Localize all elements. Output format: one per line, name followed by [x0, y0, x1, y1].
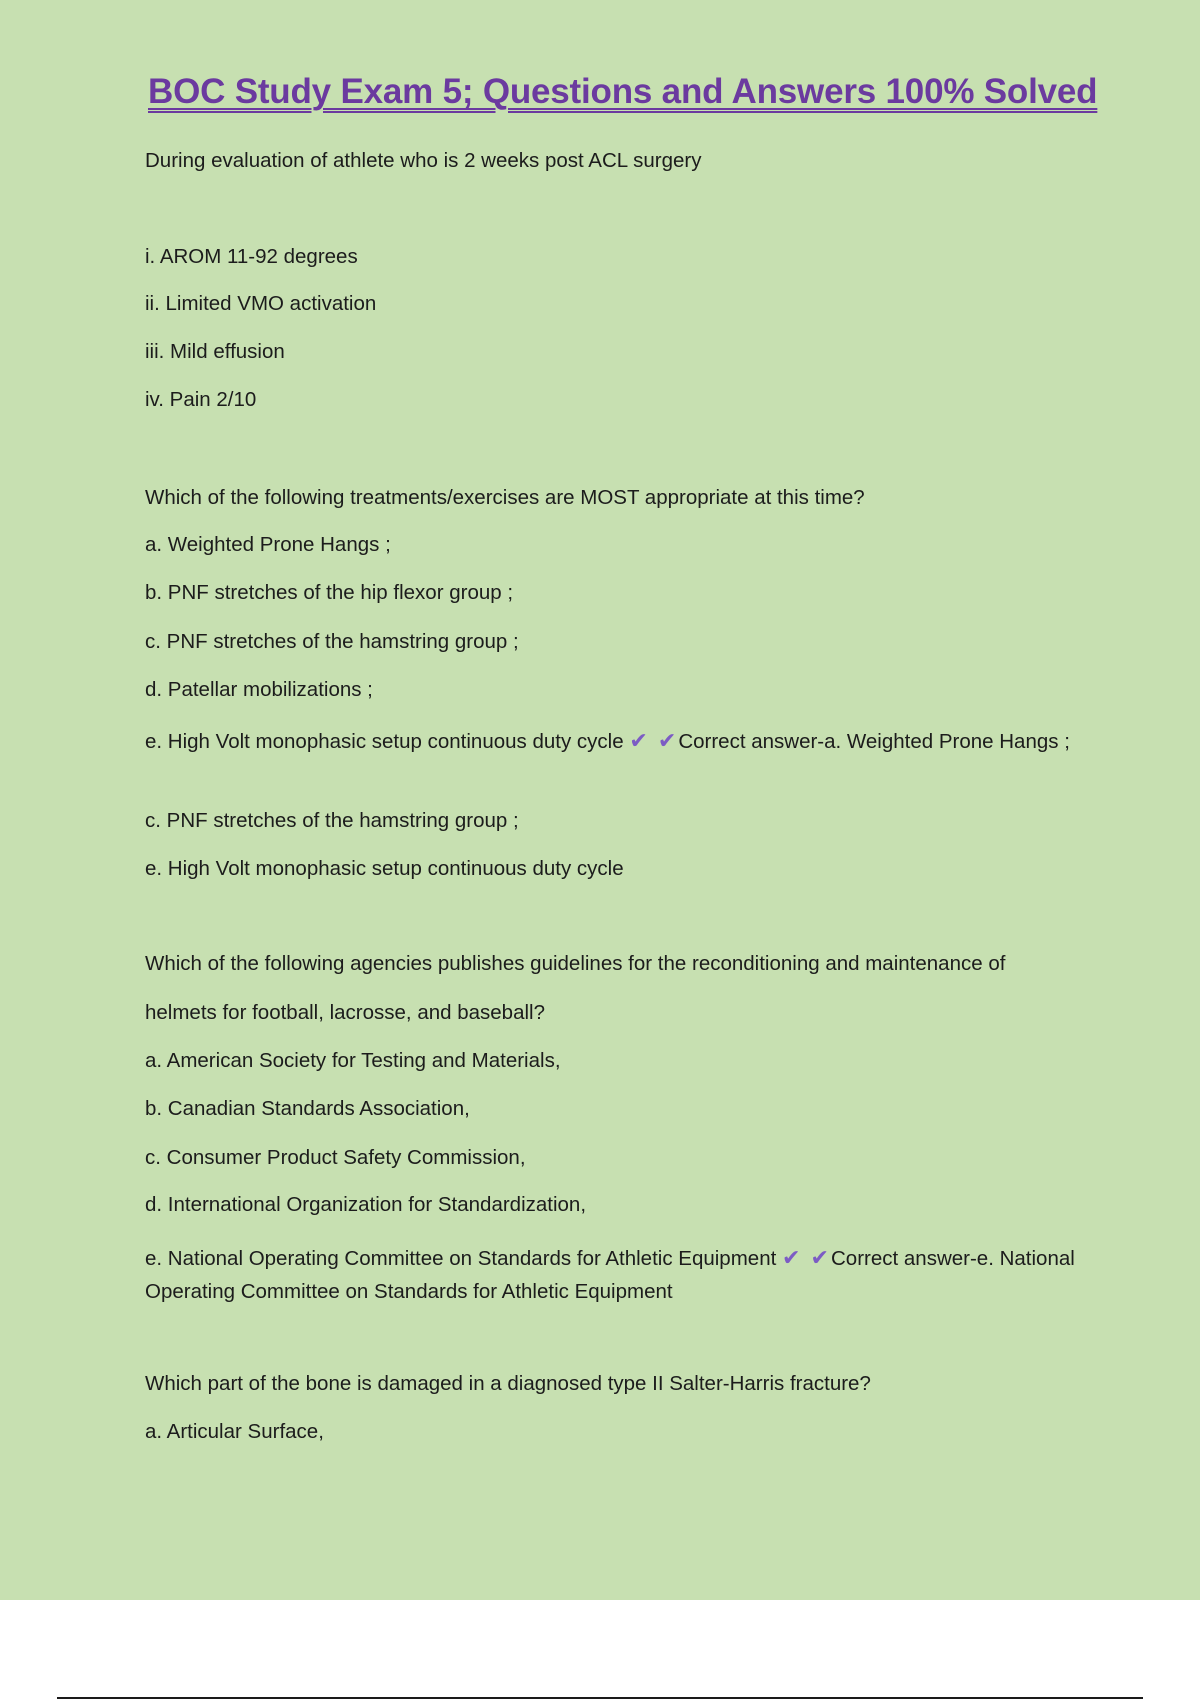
footer-divider	[57, 1697, 1143, 1699]
q2-question-line-1: Which of the following agencies publishes guidelines for the reconditioning and maintenance of	[145, 952, 1006, 975]
q2-correct-answer: Correct answer-e. National Operating Committee on Standards for Athletic Equipment	[145, 1247, 1075, 1303]
q2-option-d: d. International Organization for Standardization,	[145, 1193, 587, 1216]
q2-option-b: b. Canadian Standards Association,	[145, 1097, 470, 1120]
q1-intro: During evaluation of athlete who is 2 weeks post ACL surgery	[145, 149, 702, 172]
q2-option-e: e. National Operating Committee on Standards for Athletic Equipment	[145, 1247, 777, 1270]
q3-option-a: a. Articular Surface,	[145, 1420, 324, 1443]
q2-option-a: a. American Society for Testing and Materials,	[145, 1049, 561, 1072]
checkmark-icon: ✔ ✔	[629, 728, 679, 753]
q1-finding-3: iii. Mild effusion	[145, 340, 285, 363]
q1-finding-2: ii. Limited VMO activation	[145, 292, 377, 315]
q2-option-c: c. Consumer Product Safety Commission,	[145, 1146, 526, 1169]
q1-option-a: a. Weighted Prone Hangs ;	[145, 533, 391, 556]
q1-option-c: c. PNF stretches of the hamstring group ;	[145, 630, 519, 653]
q1-finding-1: i. AROM 11-92 degrees	[145, 245, 358, 268]
q1-question: Which of the following treatments/exercises are MOST appropriate at this time?	[145, 486, 865, 509]
q1-correct-answer: Correct answer-a. Weighted Prone Hangs ;	[678, 730, 1070, 753]
q1-option-e: e. High Volt monophasic setup continuous duty cycle	[145, 730, 624, 753]
checkmark-icon: ✔ ✔	[782, 1245, 831, 1270]
q1-option-d: d. Patellar mobilizations ;	[145, 678, 373, 701]
q1-option-b: b. PNF stretches of the hip flexor group ;	[145, 581, 514, 604]
q3-question: Which part of the bone is damaged in a diagnosed type II Salter-Harris fracture?	[145, 1372, 871, 1395]
document-title: BOC Study Exam 5; Questions and Answers 100% Solved	[148, 72, 1098, 111]
q1-answer-line-2: c. PNF stretches of the hamstring group ;	[145, 809, 519, 832]
q1-answer-line-3: e. High Volt monophasic setup continuous duty cycle	[145, 857, 624, 880]
q2-question-line-2: helmets for football, lacrosse, and baseball?	[145, 1001, 545, 1024]
q2-option-e-with-answer	[145, 1241, 1105, 1308]
q1-finding-4: iv. Pain 2/10	[145, 388, 257, 411]
q1-option-e-with-answer	[145, 724, 1105, 758]
